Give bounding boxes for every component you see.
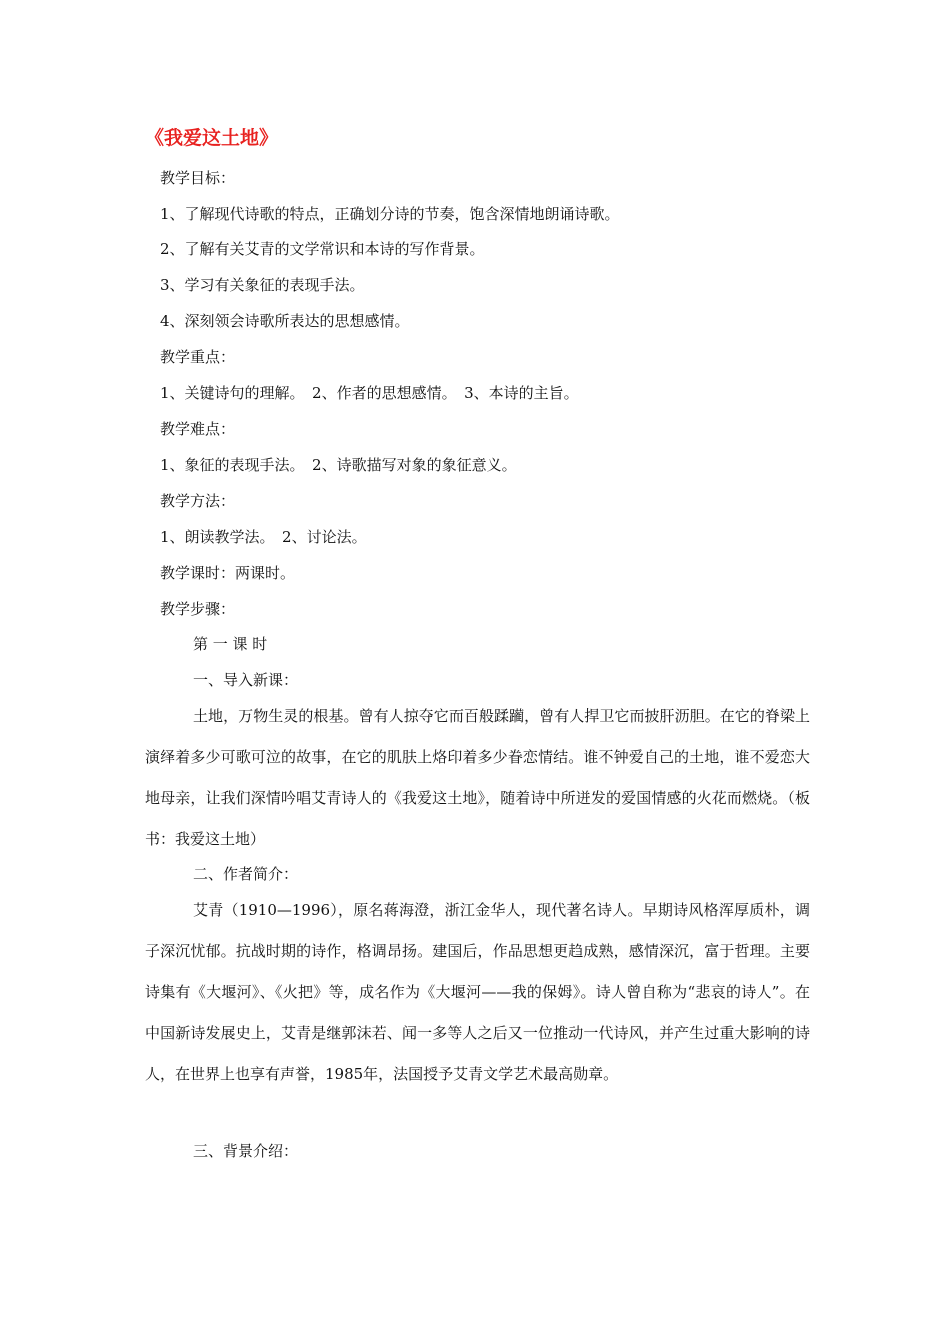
objective-item-4: 4、深刻领会诗歌所表达的思想感情。	[160, 312, 410, 330]
section-1-paragraph: 土地，万物生灵的根基。曾有人掠夺它而百般蹂躏，曾有人捍卫它而披肝沥胆。在它的脊梁上演绎着多少可歌可泣的故事，在它的肌肤上烙印着多少眷恋情结。谁不钟爱自己的土地，谁不爱恋大地母亲，让我们深情吟唱艾青诗人的《我爱这土地》，随着诗中所迸发的爱国情感的火花而燃烧。（板书：我爱这土地）	[145, 707, 810, 848]
section-3-heading: 三、背景介绍：	[193, 1142, 299, 1160]
methods-heading: 教学方法：	[160, 492, 236, 510]
document-title: 《我爱这土地》	[145, 127, 279, 149]
section-1-heading: 一、导入新课：	[193, 671, 299, 689]
class-hours: 教学课时：两课时。	[160, 564, 296, 582]
lesson-heading: 第 一 课 时	[193, 635, 268, 653]
steps-heading: 教学步骤：	[160, 600, 236, 618]
objectives-heading: 教学目标：	[160, 169, 236, 187]
key-points-heading: 教学重点：	[160, 348, 236, 366]
difficulties-items: 1、象征的表现手法。 2、诗歌描写对象的象征意义。	[160, 456, 517, 474]
methods-items: 1、朗读教学法。 2、讨论法。	[160, 528, 367, 546]
objective-item-3: 3、学习有关象征的表现手法。	[160, 276, 365, 294]
section-2-paragraph: 艾青（1910—1996），原名蒋海澄，浙江金华人，现代著名诗人。早期诗风格浑厚质朴，调子深沉忧郁。抗战时期的诗作，格调昂扬。建国后，作品思想更趋成熟，感情深沉，富于哲理。主要诗集有《大堰河》、《火把》等，成名作为《大堰河——我的保姆》。诗人曾自称为“悲哀的诗人”。在中国新诗发展史上，艾青是继郭沫若、闻一多等人之后又一位推动一代诗风，并产生过重大影响的诗人，在世界上也享有声誉，1985年，法国授予艾青文学艺术最高勋章。	[145, 901, 810, 1083]
section-2-heading: 二、作者简介：	[193, 865, 299, 883]
objective-item-1: 1、了解现代诗歌的特点，正确划分诗的节奏，饱含深情地朗诵诗歌。	[160, 205, 620, 223]
difficulties-heading: 教学难点：	[160, 420, 236, 438]
objective-item-2: 2、了解有关艾青的文学常识和本诗的写作背景。	[160, 240, 485, 258]
key-points-items: 1、关键诗句的理解。 2、作者的思想感情。 3、本诗的主旨。	[160, 384, 579, 402]
